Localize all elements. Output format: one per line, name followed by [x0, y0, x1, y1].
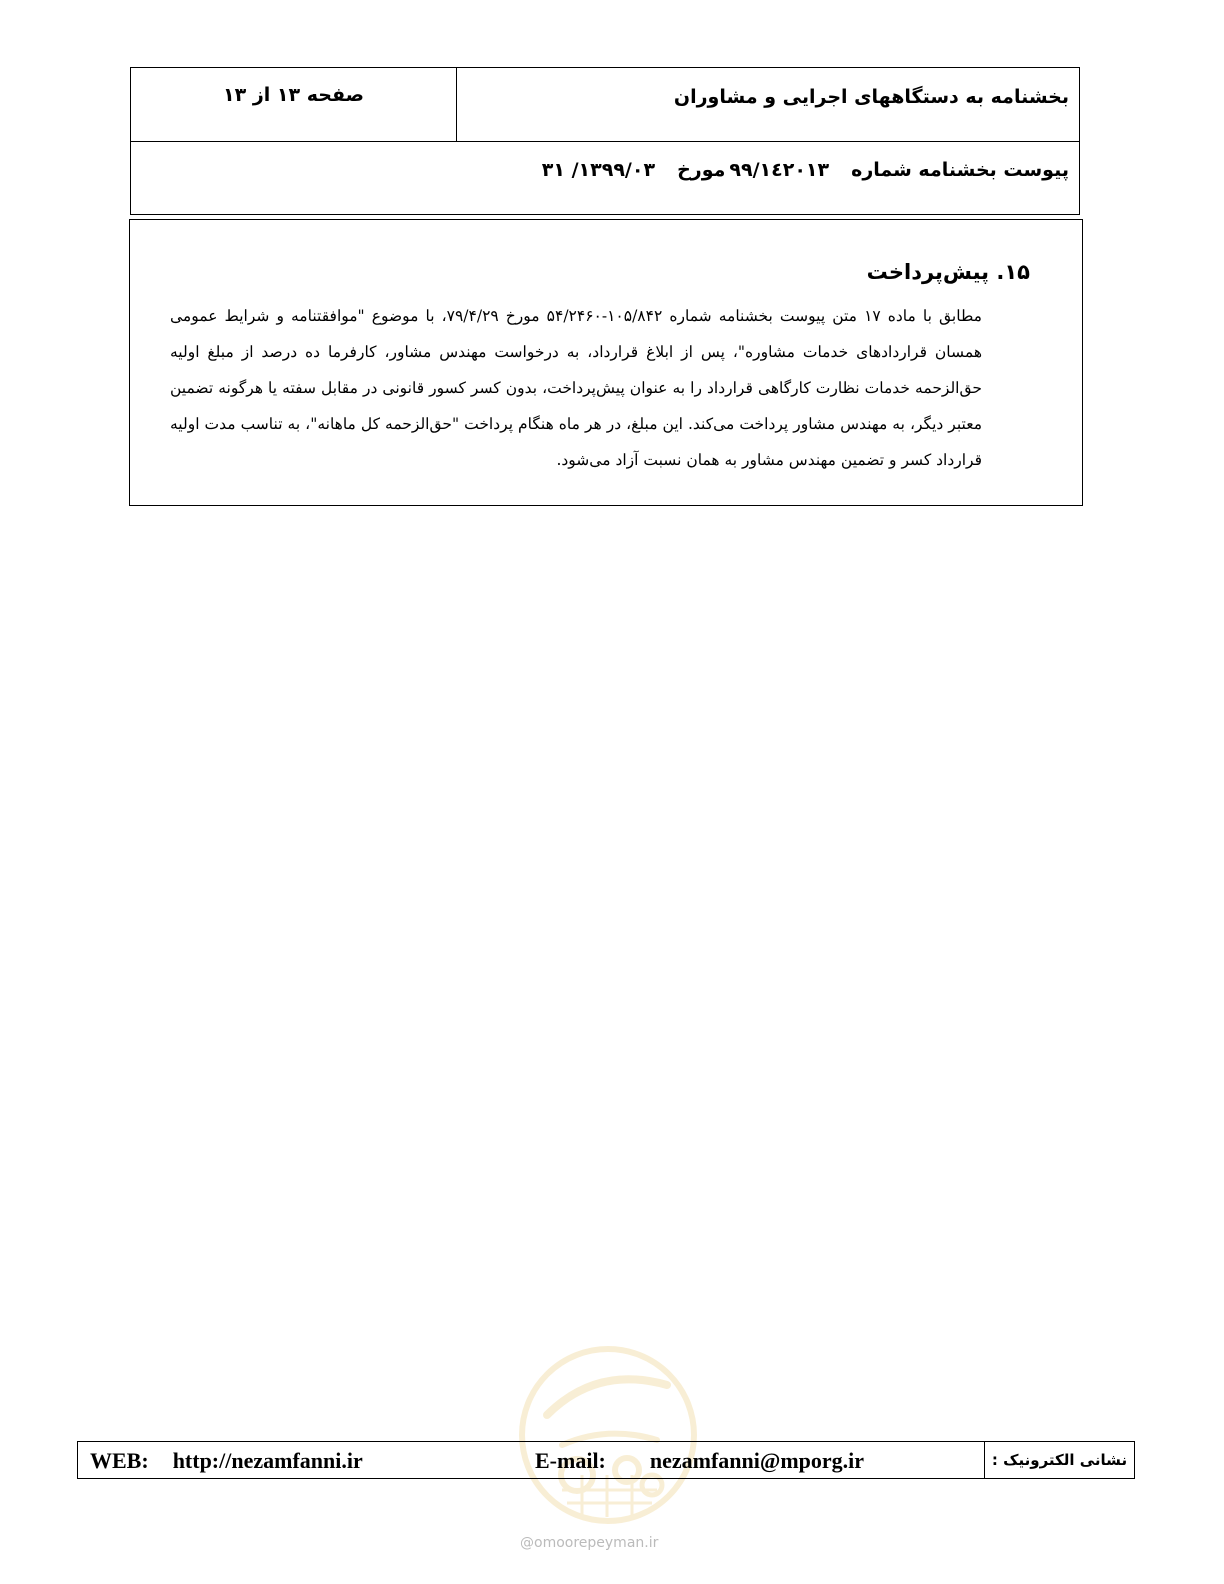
attachment-info: [131, 141, 1079, 215]
section-body: مطابق با ماده ۱۷ متن پیوست بخشنامه شماره ۱۰۵/۸۴۲-۵۴/۲۴۶۰ مورخ ۷۹/۴/۲۹، با موضوع "موافقتنامه و شرایط عمومی همسان قراردادهای خدمات مشاوره"، پس از ابلاغ قرارداد، به درخواست مهندس مشاور، کارفرما ده درصد از مبلغ اولیه حق‌الزحمه خدمات نظارت کارگاهی قرارداد را به عنوان پیش‌پرداخت، بدون کسر کسور قانونی در مقابل سفته یا هرگونه تضمین معتبر دیگر، به مهندس مشاور پرداخت می‌کند. این مبلغ، در هر ماه هنگام پرداخت "حق‌الزحمه کل ماهانه"، به تناسب مدت اولیه قرارداد کسر و تضمین مهندس مشاور به همان نسبت آزاد می‌شود.: [170, 307, 982, 469]
page-number: صفحه ۱۳ از ۱۳: [131, 68, 457, 141]
header-row-1: [131, 68, 1079, 142]
email-link[interactable]: nezamfanni@mporg.ir: [649, 1448, 865, 1473]
attachment-number: ۹۹/۱٤۲۰۱۳: [729, 159, 830, 181]
circular-title: بخشنامه به دستگاههای اجرایی و مشاوران: [673, 86, 1069, 108]
footer-email: [535, 1448, 864, 1474]
footer: [77, 1441, 1135, 1479]
web-link[interactable]: http://nezamfanni.ir: [172, 1448, 363, 1473]
electronic-address-label: نشانی الکترونیک :: [984, 1442, 1134, 1478]
email-label: E-mail:: [535, 1448, 606, 1473]
watermark-url: @omoorepeyman.ir: [520, 1535, 659, 1551]
section-title: ۱۵. پیش‌پرداخت: [866, 260, 1030, 284]
attachment-date-label: مورخ: [677, 159, 726, 181]
content-box: [129, 219, 1083, 506]
watermark-logo: [507, 1345, 709, 1525]
attachment-date: ۱۳۹۹/۰۳/ ۳۱: [541, 159, 656, 181]
attachment-label: پیوست بخشنامه شماره: [851, 159, 1069, 181]
footer-web: [90, 1448, 363, 1474]
header-table: [130, 67, 1080, 215]
web-label: WEB:: [90, 1448, 149, 1473]
